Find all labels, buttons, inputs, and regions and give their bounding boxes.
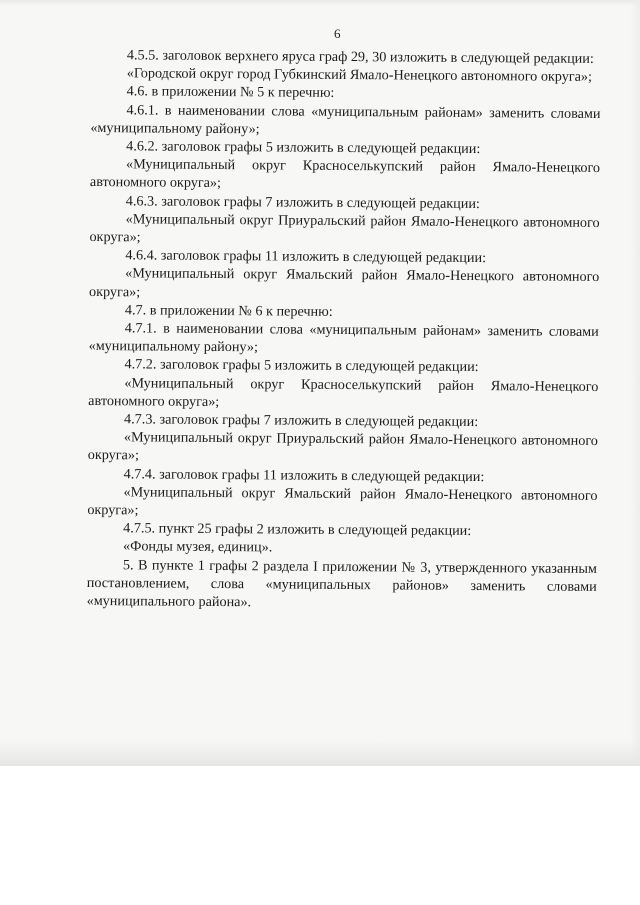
paragraph-quote-krasnoselkup-2: «Муниципальный округ Красноселькупский район Ямало-Ненецкого автономного округа»; <box>88 374 599 410</box>
paragraph-4-6: 4.6. в приложении № 5 к перечню: <box>126 83 335 102</box>
paragraph-4-6-3: 4.6.3. заголовок графы 7 изложить в следующей редакции: <box>125 192 480 212</box>
page-number: 6 <box>334 26 341 41</box>
paragraph-4-5-5: 4.5.5. заголовок верхнего яруса граф 29, 30 изложить в следующей редакции: <box>126 47 594 67</box>
document-body <box>87 46 601 614</box>
paragraph-quote-krasnoselkup-1: «Муниципальный округ Красноселькупский район Ямало-Ненецкого автономного округа»; <box>89 156 601 192</box>
paragraph-4-7-5: 4.7.5. пункт 25 графы 2 изложить в следующей редакции: <box>123 520 472 540</box>
paragraph-quote-gubkinsky: «Городской округ город Губкинский Ямало-Ненецкого автономного округа»; <box>126 65 593 86</box>
paragraph-4-7-4: 4.7.4. заголовок графы 11 изложить в следующей редакции: <box>123 465 485 485</box>
paragraph-4-7-2: 4.7.2. заголовок графы 5 изложить в следующей редакции: <box>124 356 479 376</box>
paragraph-4-6-2: 4.6.2. заголовок графы 5 изложить в следующей редакции: <box>126 138 481 158</box>
scan-top-shadow <box>0 0 640 6</box>
paragraph-4-6-4: 4.6.4. заголовок графы 11 изложить в следующей редакции: <box>125 247 487 267</box>
paragraph-quote-yamalsky-2: «Муниципальный округ Ямальский район Ямало-Ненецкого автономного округа»; <box>87 484 598 519</box>
paragraph-4-7-3: 4.7.3. заголовок графы 7 изложить в следующей редакции: <box>124 411 479 431</box>
paragraph-5: 5. В пункте 1 графы 2 раздела I приложении № 3, утвержденного указанным постановлением, слова «муниципальных районов» заменить словами «муниципального района». <box>86 556 597 611</box>
paragraph-quote-priuralsky-1: «Муниципальный округ Приуральский район Ямало-Ненецкого автономного округа»; <box>89 211 600 246</box>
scan-right-shadow <box>630 0 640 766</box>
paragraph-4-6-1: 4.6.1. в наименовании слова «муниципальным районам» заменить словами «муниципальному району»; <box>90 101 601 138</box>
paragraph-quote-priuralsky-2: «Муниципальный округ Приуральский район Ямало-Ненецкого автономного округа»; <box>87 429 598 464</box>
paragraph-quote-yamalsky-1: «Муниципальный округ Ямальский район Ямало-Ненецкого автономного округа»; <box>89 265 600 301</box>
paragraph-4-7: 4.7. в приложении № 6 к перечню: <box>124 302 333 320</box>
paragraph-4-7-1: 4.7.1. в наименовании слова «муниципальным районам» заменить словами «муниципальному району»; <box>88 320 599 356</box>
paragraph-quote-museum: «Фонды музея, единиц». <box>123 538 273 556</box>
scan-bottom-shadow <box>0 740 640 766</box>
